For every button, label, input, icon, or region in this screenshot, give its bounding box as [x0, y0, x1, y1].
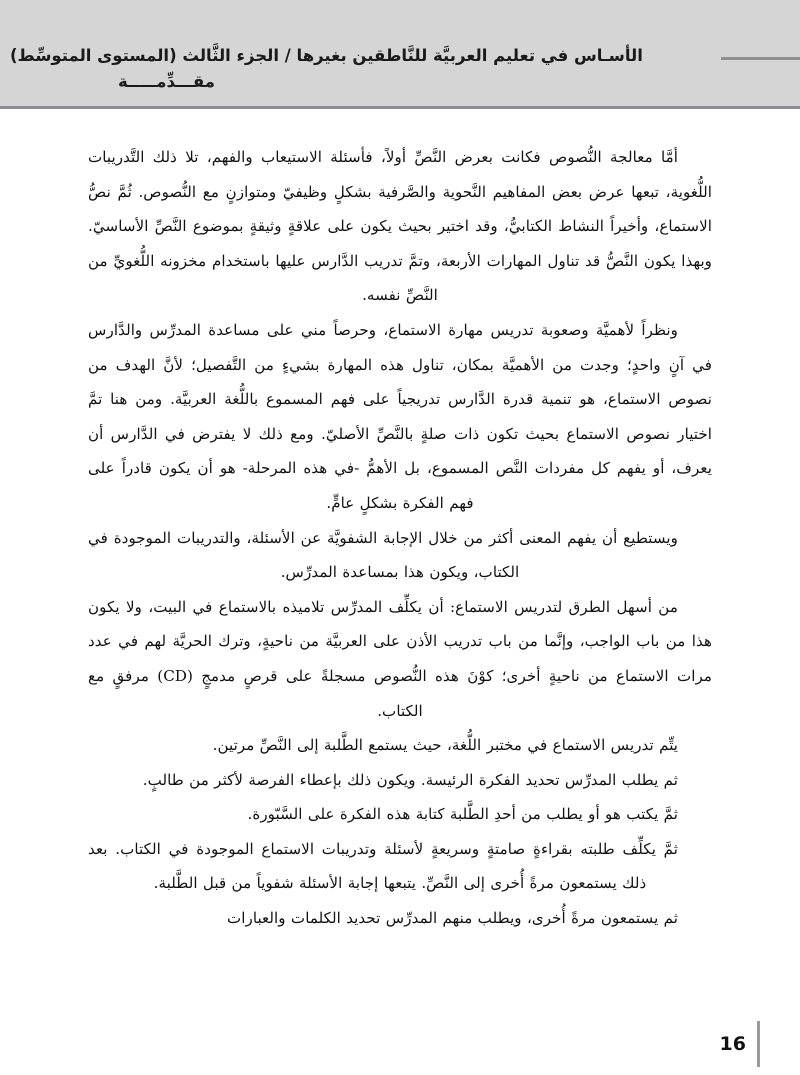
- header-title-row: [0, 40, 800, 70]
- paragraph: ثمَّ يكتب هو أو يطلب من أحدِ الطَّلبة كتابة هذه الفكرة على السَّبّورة.: [247, 805, 678, 824]
- paragraph: أمَّا معالجة النُّصوص فكانت بعرض النَّصِّ أولاً، فأسئلة الاستيعاب والفهم، تلا ذلك التَّدريبات اللُّغوية، تبعها عرض بعض المفاهيم النَّحوية والصَّرفية بشكلٍ وظيفيّ ومتوازنٍ مع النُّصوص. ثُمَّ نصُّ الاستماع، وأخيراً النشاط الكتابيُّ، وقد اختير بحيث يكون على علاقةٍ وثيقةٍ بموضوع النَّصِّ الأساسيّ. وبهذا يكون النَّصُّ قد تناول المهارات الأربعة، وتمَّ تدريب الدَّارس عليها باستخدام مخزونه اللُّغويِّ من النَّصِّ نفسه.: [88, 148, 712, 305]
- page-title: الأسـاس في تعليم العربيَّة للنَّاطقين بغيرها / الجزء الثَّالث (المستوى المتوسِّط): [10, 45, 643, 65]
- paragraph: ونظراً لأهميَّة وصعوبة تدريس مهارة الاستماع، وحرصاً مني على مساعدة المدرِّس والدَّارس في آنٍ واحدٍ؛ وجدت من الأهميَّة بمكان، تناول هذه المهارة بشيءٍ من التَّفصيل؛ لأنَّ الهدف من نصوص الاستماع، هو تنمية قدرة الدَّارس تدريجياً على فهم المسموع باللُّغة العربيَّة. ومن هنا تمَّ اختيار نصوص الاستماع بحيث تكون ذات صلةٍ بالنَّصِّ الأصليّ. ومع ذلك لا يفترض في الدَّارس أن يعرف، أو يفهم كل مفردات النَّص المسموع، بل الأهمُّ -في هذه المرحلة- هو أن يكون قادراً على فهم الفكرة بشكلٍ عامٍّ.: [88, 320, 712, 512]
- paragraph: من أسهل الطرق لتدريس الاستماع: أن يكلِّف المدرِّس تلاميذه بالاستماع في البيت، ولا يكون هذا من باب الواجب، وإنَّما من باب تدريب الأذن على العربيَّة من ناحيةٍ، وترك الحريَّة لهم في عدد مرات الاستماع من ناحيةٍ أخرى؛ كوْنَ هذه النُّصوص مسجلةً على قرصٍ مدمجٍ (CD) مرفقٍ مع الكتاب.: [88, 597, 712, 720]
- folio-divider-bar: [757, 1021, 760, 1067]
- page-footer: [0, 1007, 800, 1075]
- document-body: [0, 109, 800, 936]
- paragraph: ثم يستمعون مرةً أُخرى، ويطلب منهم المدرِّس تحديد الكلمات والعبارات: [227, 909, 678, 928]
- folio: [720, 1021, 760, 1067]
- paragraph: ثم يطلب المدرِّس تحديد الفكرة الرئيسة. ويكون ذلك بإعطاء الفرصة لأكثر من طالبٍ.: [142, 770, 678, 789]
- page-header: [0, 0, 800, 109]
- paragraph: ويستطيع أن يفهم المعنى أكثر من خلال الإجابة الشفويَّة عن الأسئلة، والتدريبات الموجودة في الكتاب، ويكون هذا بمساعدة المدرِّس.: [88, 528, 678, 582]
- paragraph: ثمَّ يكلِّف طلبته بقراءةٍ صامتةٍ وسريعةٍ لأسئلة وتدريبات الاستماع الموجودة في الكتاب. بعد ذلك يستمعون مرةً أُخرى إلى النَّصِّ. يتبعها إجابة الأسئلة شفوياً من قبل الطَّلبة.: [88, 839, 678, 893]
- paragraph: يتِّم تدريس الاستماع في مختبر اللُّغة، حيث يستمع الطَّلبة إلى النَّصِّ مرتين.: [212, 736, 678, 755]
- page-subtitle: مقـــدِّمـــــة: [118, 72, 215, 91]
- header-divider-rule: [721, 57, 800, 60]
- page-number: 16: [719, 1032, 746, 1055]
